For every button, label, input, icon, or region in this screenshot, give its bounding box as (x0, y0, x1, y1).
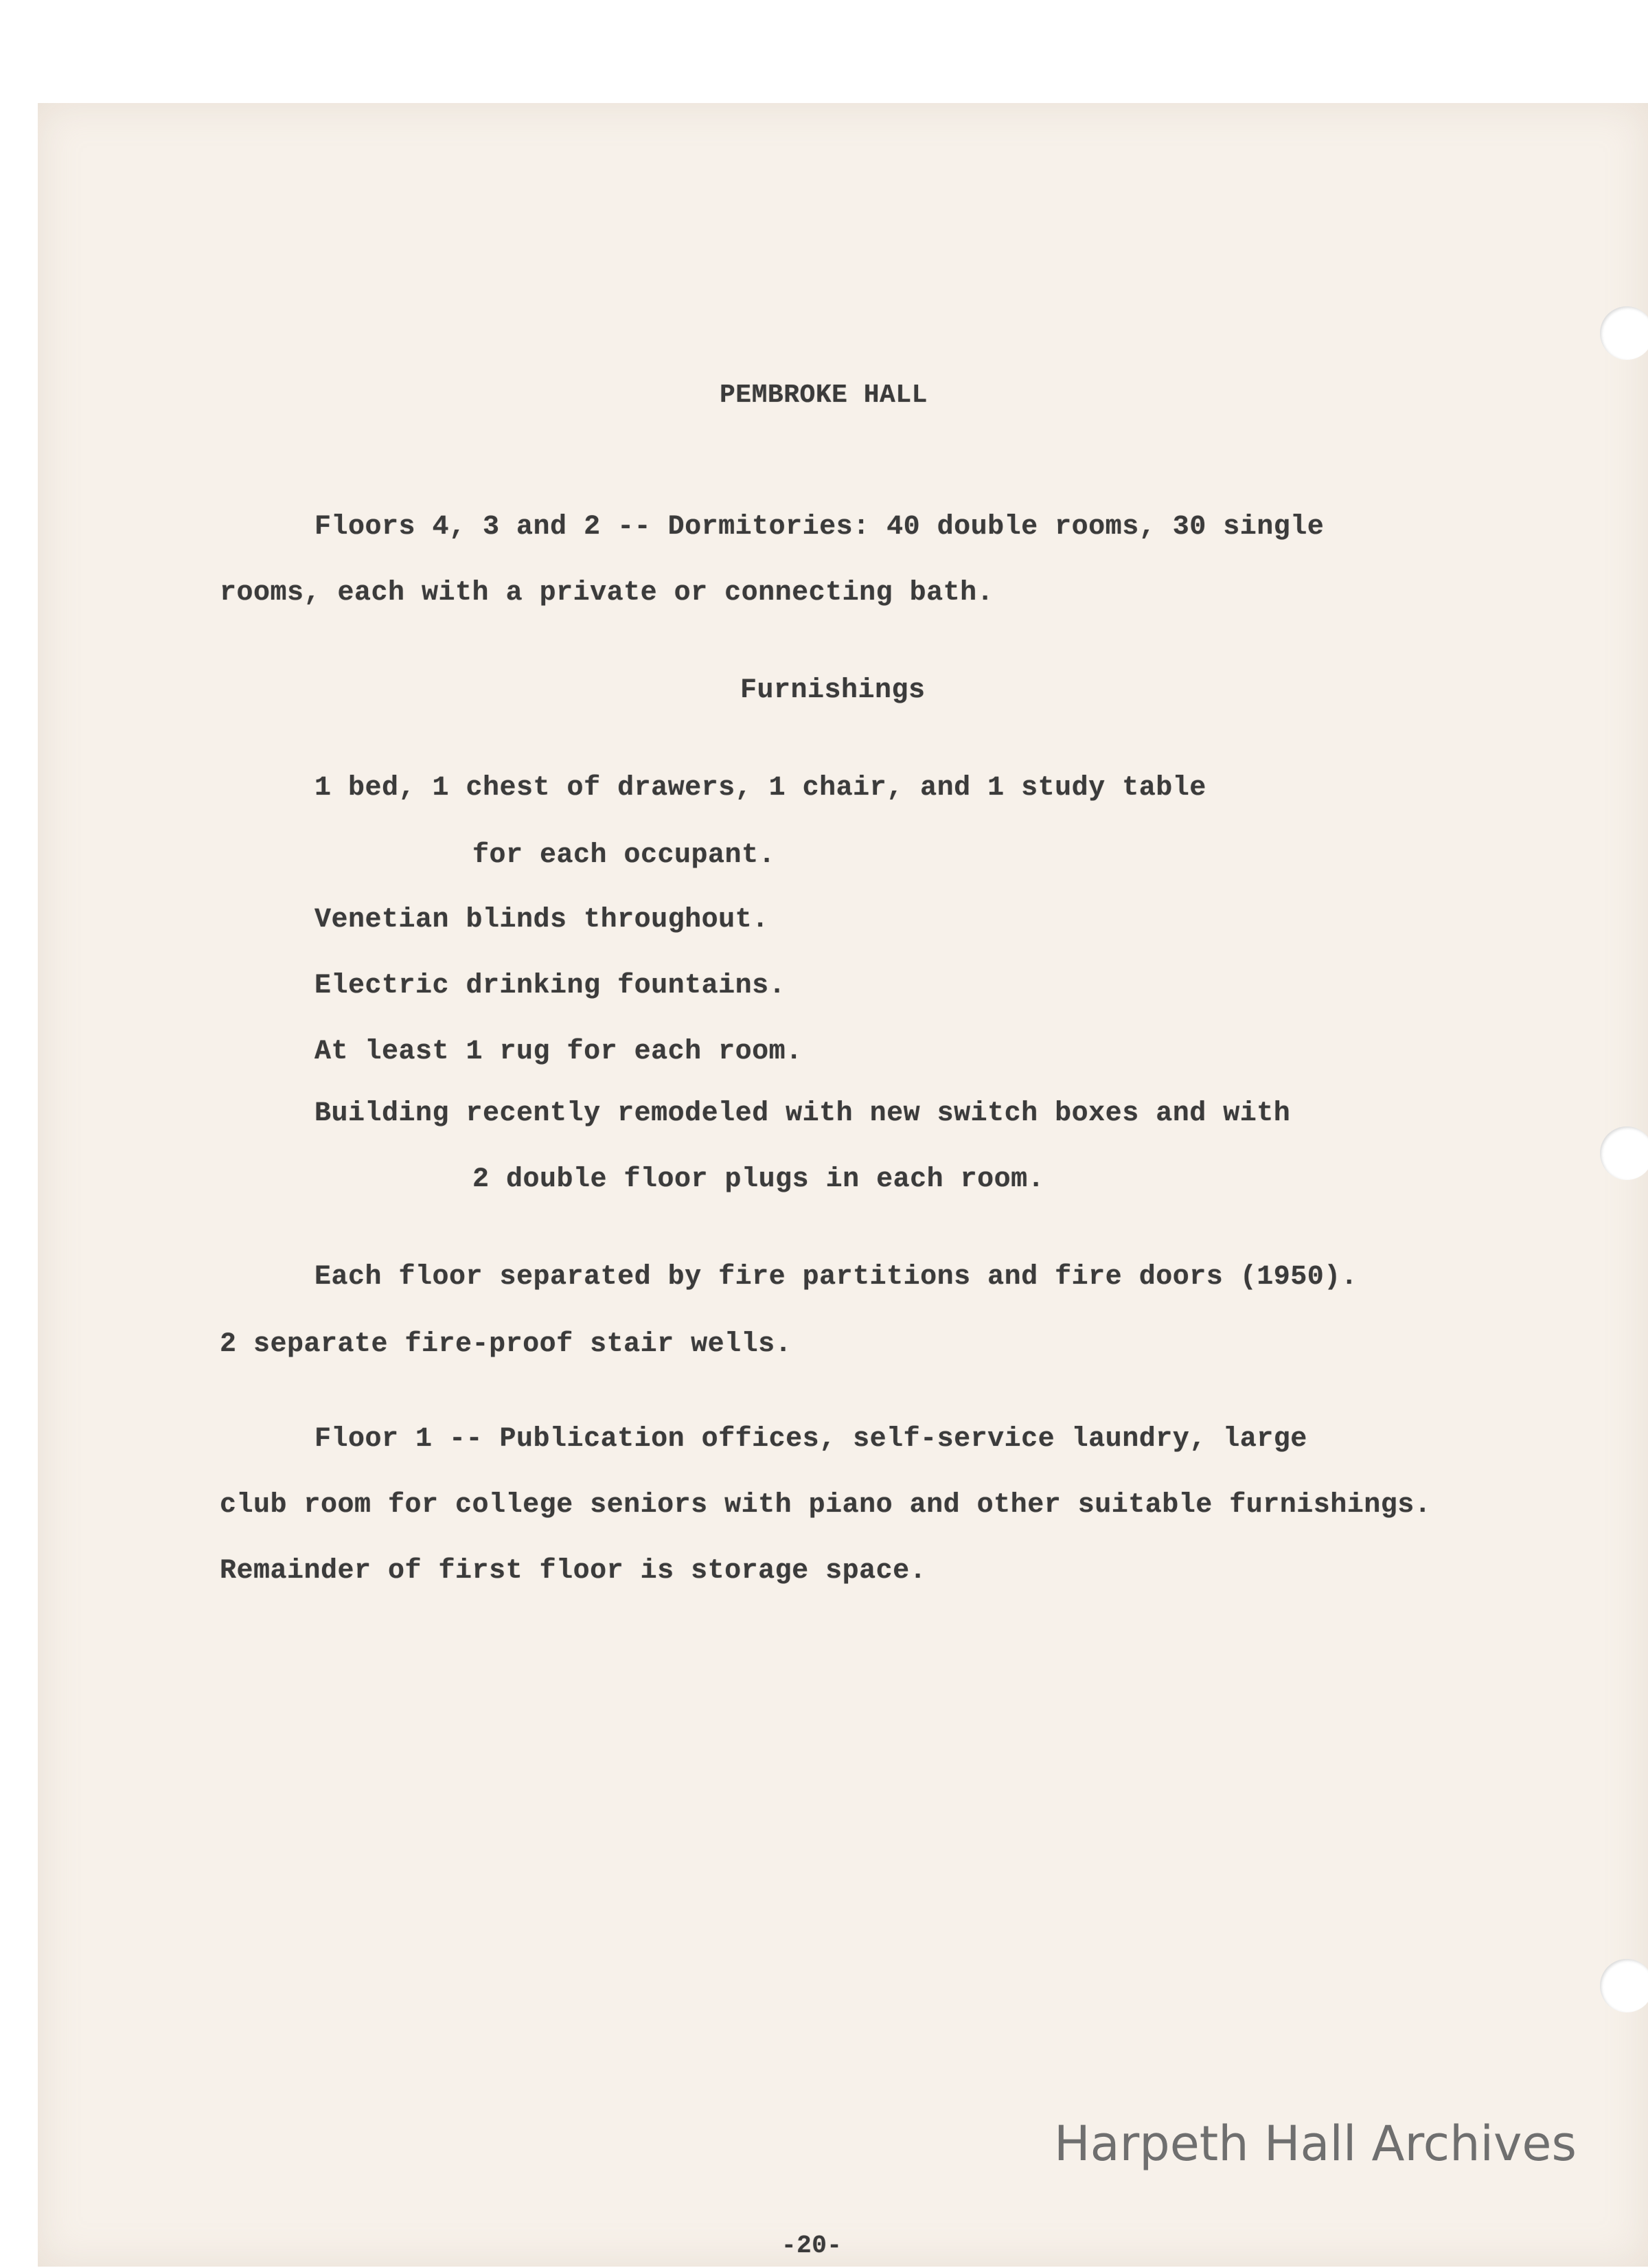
para3-line1: Floor 1 -- Publication offices, self-service laundry, large (314, 1424, 1307, 1455)
furnishing-item-4: At least 1 rug for each room. (314, 1036, 803, 1067)
para2-line2: 2 separate fire-proof stair wells. (220, 1329, 792, 1360)
archive-watermark: Harpeth Hall Archives (1054, 2116, 1577, 2172)
binder-hole-top (1600, 306, 1648, 360)
page-number: -20- (781, 2232, 843, 2260)
para3-line3: Remainder of first floor is storage space. (220, 1556, 927, 1587)
furnishing-item-5-line2: 2 double floor plugs in each room. (472, 1164, 1045, 1195)
para2-line1: Each floor separated by fire partitions and fire doors (1950). (314, 1262, 1358, 1293)
furnishing-item-1-line2: for each occupant. (472, 840, 776, 871)
furnishing-item-2: Venetian blinds throughout. (314, 905, 769, 935)
furnishing-item-3: Electric drinking fountains. (314, 971, 786, 1001)
para1-line2: rooms, each with a private or connecting bath. (220, 578, 994, 609)
furnishing-item-5-line1: Building recently remodeled with new switch boxes and with (314, 1098, 1291, 1129)
furnishing-item-1-line1: 1 bed, 1 chest of drawers, 1 chair, and 1 study table (314, 773, 1206, 804)
binder-hole-middle (1600, 1126, 1648, 1180)
binder-hole-bottom (1600, 1959, 1648, 2012)
para3-line2: club room for college seniors with piano and other suitable furnishings. (220, 1490, 1432, 1521)
page-title: PEMBROKE HALL (720, 381, 928, 410)
furnishings-heading: Furnishings (740, 675, 926, 706)
para1-line1: Floors 4, 3 and 2 -- Dormitories: 40 double rooms, 30 single (314, 512, 1325, 543)
